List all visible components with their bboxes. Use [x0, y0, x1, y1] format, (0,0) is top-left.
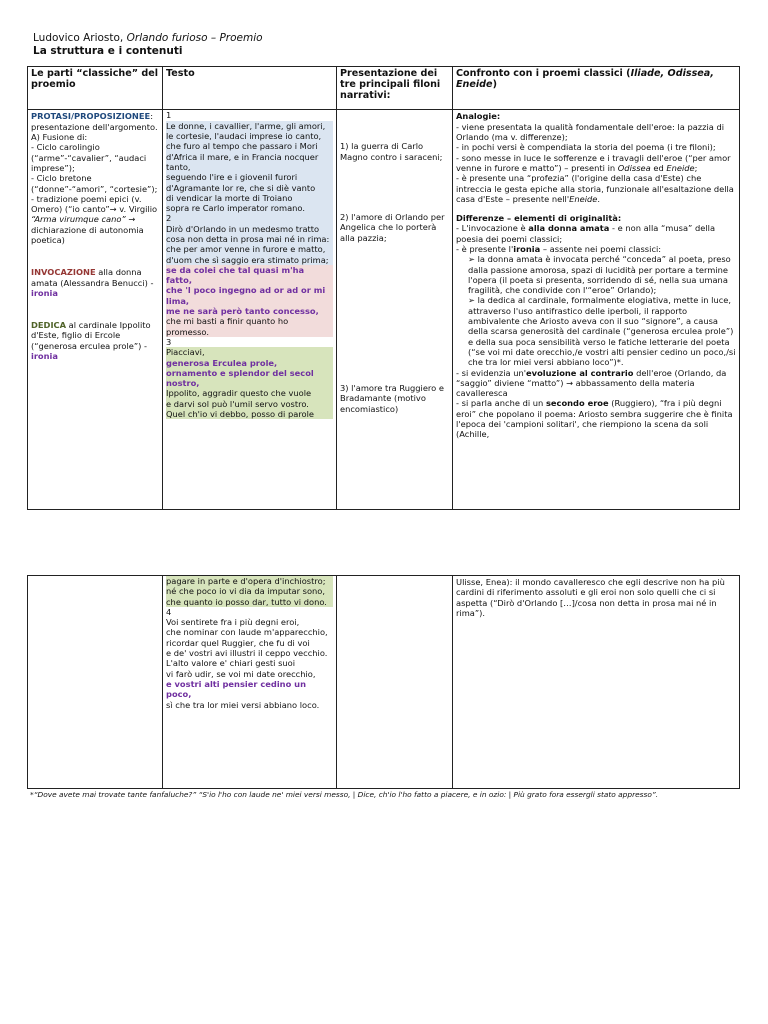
- verse-line: che 'l poco ingegno ad or ad or mi lima,: [166, 285, 326, 306]
- verse-line: Quel ch'io vi debbo, posso di parole: [166, 409, 315, 420]
- col-header-text: Testo: [163, 67, 337, 110]
- differenza-4: ➢ la dedica al cardinale, formalmente elogiativa, mette in luce, attraverso l'uso antifrastico delle iperboli, il rapporto ambivalente che Ariosto aveva con il suo “signore”, a causa della scarsa generosità del cardinale (“generosa erculea prole”) e della sua poca sensibilità verso le fatiche letterarie del poeta (“se voi mi date orecchio,/e vostri alti pensier cedino un poco,/si che tra lor miei versi abbiano loco”)*.: [468, 295, 736, 368]
- verse-line: d'Agramante lor re, che si diè vanto: [166, 182, 316, 193]
- differenza-5: [456, 368, 736, 399]
- d1b: alla donna amata: [528, 223, 610, 234]
- analogia-4: [456, 173, 736, 204]
- a3-end: ;: [694, 162, 698, 173]
- d6c: (Ruggiero), “fra i più degni eroi” che popolano il poema: Ariosto sembra suggerire che è finita l'epoca dei 'campioni solitari', che riempiono la scena da soli (Achille,: [456, 398, 733, 440]
- table-row: [28, 110, 740, 510]
- stanza-number: 3: [166, 336, 172, 347]
- protasi-text: : presentazione dell'argomento.: [31, 111, 158, 132]
- stanza-3: [166, 347, 333, 419]
- autonomia: → dichiarazione di autonomia poetica): [31, 214, 144, 245]
- stanza-number: 2: [166, 213, 172, 224]
- poem-text-cell: [163, 110, 337, 510]
- verse-line: e de' vostri avi illustri il ceppo vecchio.: [166, 648, 328, 659]
- d1c: - e non alla “musa” della poesia dei poemi classici;: [456, 223, 716, 244]
- stanza-2-end: [166, 316, 333, 337]
- thread-2: 2) l'amore di Orlando per Angelica che lo porterà alla pazzia;: [340, 212, 445, 243]
- subtitle: La struttura e i contenuti: [33, 45, 183, 57]
- differenza-6-cont: Ulisse, Enea): il mondo cavalleresco che egli descrive non ha più cardini di riferimento assoluti e gli eroi non solo quelli che ci si aspetta (“Dirò d'Orlando […]/cosa non detta in prosa mai né in rima”).: [456, 577, 725, 618]
- d5c: dell'eroe (Orlando, da “saggio” diviene “matto”) → abbassamento della materia cavalleresca: [456, 367, 727, 399]
- analogia-1: - viene presentata la qualità fondamentale dell'eroe: la pazzia di Orlando (ma v. differenze);: [456, 121, 725, 143]
- verse-line: e vostri alti pensier cedino un poco,: [166, 678, 306, 700]
- invocazione-title: INVOCAZIONE: [31, 267, 96, 278]
- table-header-row: [28, 67, 740, 110]
- analogia-3: [456, 153, 736, 174]
- col4-head-c: ): [492, 79, 497, 90]
- work-title: Orlando furioso: [126, 32, 208, 44]
- stanza-3-start: Piacciavi,: [166, 347, 205, 358]
- classic-parts-cell: [28, 110, 163, 510]
- stanza-1: [166, 121, 333, 214]
- verse-line: che furo al tempo che passaro i Mori: [166, 141, 318, 152]
- verse-line: d'uom che sì saggio era stimato prima;: [166, 254, 329, 265]
- verse-line: vi farò udir, se voi mi date orecchio,: [166, 668, 316, 679]
- d6b: secondo eroe: [545, 398, 609, 409]
- analogia-2: - in pochi versi è compendiata la storia del poema (i tre filoni);: [456, 142, 716, 153]
- threads-cell-cont: [337, 576, 453, 789]
- bretone: - Ciclo bretone (“donne”-“amori”, “cortesie”);: [31, 173, 158, 194]
- verse-line: che mi basti a finir quanto ho promesso.: [166, 316, 289, 337]
- differenza-3: ➢ la donna amata è invocata perché “conceda” al poeta, preso dalla passione amorosa, spazi di lucidità per portare a termine l'opera (il poeta si presenta, sorridendo di sé, nella sua umana fragilità, che condivide con l'“eroe” Orlando);: [468, 254, 731, 296]
- stanza-4-end: [166, 700, 333, 710]
- arma-quote: “Arma virumque cano”: [31, 214, 126, 225]
- verse-line: sopra re Carlo imperator romano.: [166, 203, 306, 214]
- col-header-comparison: [453, 67, 740, 110]
- col4-head-a: Confronto con i proemi classici (: [456, 68, 631, 79]
- table-row: [28, 576, 740, 789]
- dedica-text: al cardinale Ippolito d'Este, figlio di Ercole (“generosa erculea prole”) -: [31, 320, 151, 351]
- verse-line: né che poco io vi dia da imputar sono,: [166, 586, 326, 597]
- a3-mid: ed: [650, 162, 667, 173]
- col-header-threads: Presentazione dei tre principali filoni narrativi:: [337, 67, 453, 110]
- ironia-label: ironia: [31, 287, 58, 298]
- verse-line: generosa Erculea prole,: [166, 357, 278, 368]
- proemio-table-continued: [27, 575, 740, 789]
- stanza-2-highlight: [166, 265, 333, 316]
- verse-line: ricordar quel Ruggier, che fu di voi: [166, 637, 310, 648]
- a3-text: - sono messe in luce le sofferenze e i travagli dell'eroe (“per amor venne in furore e matto”) – presenti in: [456, 152, 731, 173]
- dedica-title: DEDICA: [31, 320, 67, 331]
- verse-line: le cortesie, l'audaci imprese io canto,: [166, 131, 322, 142]
- d2a: - è presente l': [456, 243, 514, 254]
- section-title: – Proemio: [207, 32, 263, 44]
- verse-line: seguendo l'ire e i giovenil furori: [166, 172, 298, 183]
- verse-line: L'alto valore e' chiari gesti suoi: [166, 658, 296, 669]
- verse-line: pagare in parte e d'opera d'inchiostro;: [166, 576, 326, 586]
- verse-line: d'Africa il mare, e in Francia nocquer tanto,: [166, 151, 319, 172]
- verse-line: che per amor venne in furore e matto,: [166, 244, 326, 255]
- differenza-2: [456, 244, 736, 254]
- stanza-number: 4: [166, 606, 172, 617]
- thread-3: 3) l'amore tra Ruggiero e Bradamante (motivo encomiastico): [340, 382, 444, 414]
- d5b: evoluzione al contrario: [526, 367, 634, 378]
- verse-line: ornamento e splendor del secol nostro,: [166, 367, 314, 389]
- d2b: ironia: [513, 243, 541, 254]
- verse-line: Ippolito, aggradir questo che vuole: [166, 388, 312, 399]
- poem-text-cell-cont: [163, 576, 337, 789]
- comparison-cell: [453, 110, 740, 510]
- a4-text: - è presente una “profezia” (l'origine della casa d'Este) che intreccia le gesta epiche alla storia, funzionale all'esaltazione della casa d'Este – presente nell': [456, 173, 734, 204]
- thread-1: 1) la guerra di Carlo Magno contro i saraceni;: [340, 141, 443, 162]
- author: Ludovico Ariosto,: [33, 32, 127, 44]
- title-line: [33, 32, 263, 45]
- col4-head-b: Iliade, Odissea, Eneide: [456, 68, 714, 90]
- differenza-6: [456, 398, 736, 439]
- carolingio: - Ciclo carolingio (“arme”-“cavalier”, “audaci imprese”);: [31, 142, 147, 173]
- analogie-title: Analogie:: [456, 111, 501, 122]
- footnote: *“Dove avete mai trovate tante fanfaluche?” “S'io l'ho con laude ne' miei versi messo, | Dice, ch'io l'ho fatto a piacere, e in ozio: | Più grato fora essergli stato appresso”.: [30, 790, 659, 799]
- protasi-e: E: [144, 111, 151, 122]
- stanza-number: 1: [166, 110, 172, 121]
- verse-line: che nominar con laude m'apparecchio,: [166, 627, 328, 638]
- verse-line: me ne sarà però tanto concesso,: [166, 306, 319, 317]
- verse-line: se da colei che tal quasi m'ha fatto,: [166, 264, 305, 286]
- verse-line: che quanto io posso dar, tutto vi dono.: [166, 596, 327, 607]
- invocazione-text: alla donna amata (Alessandra Benucci) -: [31, 267, 154, 288]
- verse-line: cosa non detta in prosa mai né in rima:: [166, 233, 330, 244]
- verse-line: di vendicar la morte di Troiano: [166, 192, 293, 203]
- protasi-title: PROTASI/PROPOSIZIONE: [31, 111, 145, 122]
- a3-odissea: Odissea: [617, 162, 651, 173]
- comparison-cell-cont: [453, 576, 740, 789]
- d5a: - si evidenzia un': [456, 367, 527, 378]
- document-header: [33, 32, 263, 58]
- classic-parts-cell-cont: [28, 576, 163, 789]
- verse-line: Le donne, i cavallier, l'arme, gli amori,: [166, 120, 326, 131]
- verse-line: sì che tra lor miei versi abbiano loco.: [166, 699, 320, 710]
- a4-eneide: Eneide: [569, 193, 598, 204]
- stanza-2-start: [166, 213, 333, 264]
- verse-line: e darvi sol può l'umil servo vostro.: [166, 398, 309, 409]
- stanza-3-purple: [166, 358, 333, 389]
- d6a: - si parla anche di un: [456, 398, 546, 409]
- fusione: A) Fusione di:: [31, 132, 88, 143]
- col-header-parts: Le parti “classiche” del proemio: [28, 67, 163, 110]
- proemio-table: [27, 66, 740, 510]
- ironia-label-2: ironia: [31, 351, 58, 362]
- stanza-4-purple: [166, 679, 333, 700]
- a3-eneide: Eneide: [666, 162, 695, 173]
- differenze-title: Differenze – elementi di originalità:: [456, 213, 622, 224]
- threads-cell: [337, 110, 453, 510]
- stanza-3-cont: [166, 576, 333, 607]
- a4-end: .: [597, 193, 601, 204]
- verse-line: Dirò d'Orlando in un medesmo tratto: [166, 223, 320, 234]
- stanza-4: [166, 617, 333, 679]
- tradizione: - tradizione poemi epici (v. Omero) (“io canto”→ v. Virgilio: [31, 193, 158, 215]
- differenza-1: [456, 223, 736, 244]
- d2c: – assente nei poemi classici:: [540, 243, 662, 254]
- d1a: - L'invocazione è: [456, 223, 529, 234]
- verse-line: Voi sentirete fra i più degni eroi,: [166, 617, 300, 628]
